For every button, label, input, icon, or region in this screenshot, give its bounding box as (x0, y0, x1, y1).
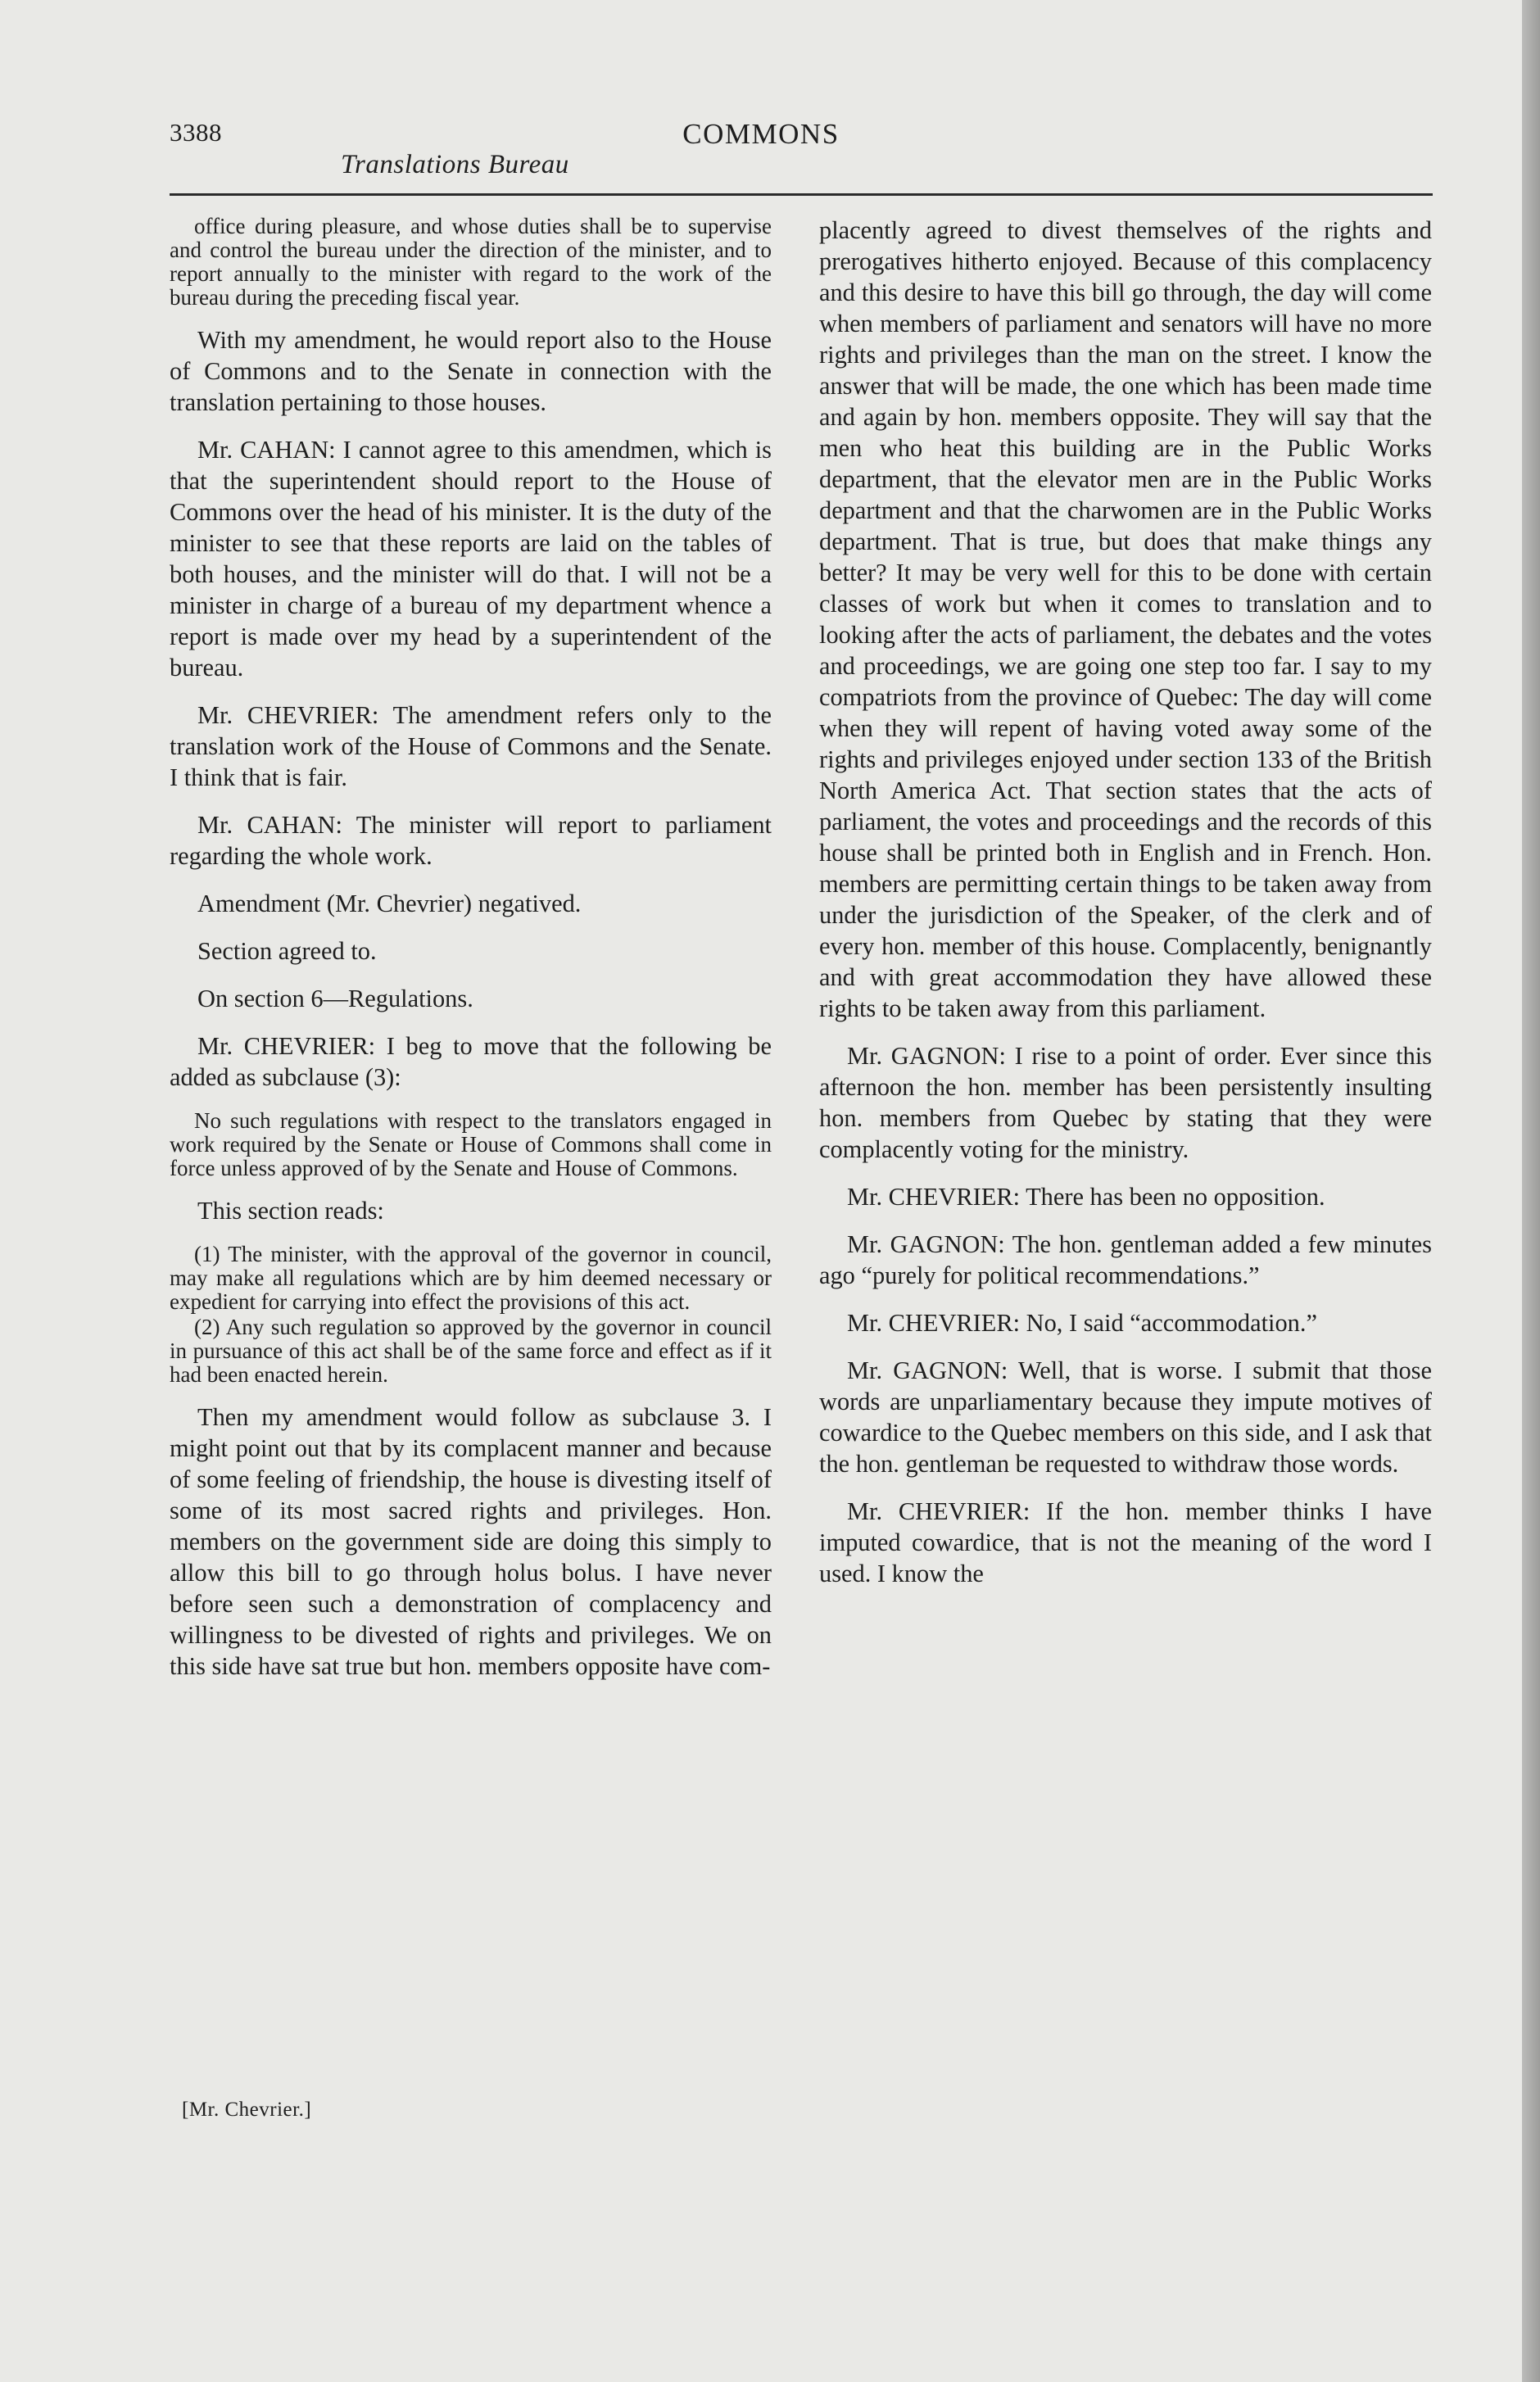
running-head-title: COMMONS (682, 118, 840, 150)
paragraph: Mr. GAGNON: Well, that is worse. I submit that those words are unparliamentary because they impute motives of cowardice to the Quebec members on this side, and I ask that the hon. gentleman be requested to withdraw those words. (819, 1356, 1432, 1478)
paragraph: Mr. CHEVRIER: If the hon. member thinks I have imputed cowardice, that is not the meaning of the word I used. I know the (819, 1497, 1432, 1587)
left-column (170, 215, 772, 1698)
paragraph: Section agreed to. (197, 937, 377, 965)
paragraph: On section 6—Regulations. (197, 985, 473, 1012)
paragraph: Mr. CAHAN: The minister will report to parliament regarding the whole work. (170, 811, 772, 870)
paragraph: Mr. GAGNON: I rise to a point of order. Ever since this afternoon the hon. member has been persistently insulting hon. members from Quebec by stating that they were complacently voting for the ministry. (819, 1042, 1432, 1163)
quoted-paragraph: office during pleasure, and whose duties shall be to supervise and control the bureau under the direction of the minister, and to report annually to the minister with regard to the work of the bureau during the preceding fiscal year. (170, 214, 772, 310)
paragraph: With my amendment, he would report also to the House of Commons and to the Senate in connection with the translation pertaining to those houses. (170, 326, 772, 416)
quoted-paragraph: No such regulations with respect to the translators engaged in work required by the Senate or House of Commons shall come in force unless approved of by the Senate and House of Commons. (170, 1108, 772, 1180)
paragraph: Mr. CHEVRIER: I beg to move that the following be added as subclause (3): (170, 1032, 772, 1091)
paragraph: This section reads: (197, 1197, 384, 1225)
paragraph: Mr. CAHAN: I cannot agree to this amendmen, which is that the superintendent should report to the House of Commons over the head of his minister. It is the duty of the minister to see that these reports are laid on the tables of both houses, and the minister will do that. I will not be a minister in charge of a bureau of my department whence a report is made over my head by a superintendent of the bureau. (170, 436, 772, 682)
quoted-paragraph: (2) Any such regulation so approved by the governor in council in pursuance of this act shall be of the same force and effect as if it had been enacted herein. (170, 1315, 772, 1387)
paragraph: Mr. GAGNON: The hon. gentleman added a few minutes ago “purely for political recommendations.” (819, 1230, 1432, 1289)
quoted-paragraph: (1) The minister, with the approval of the governor in council, may make all regulations which are by him deemed necessary or expedient for carrying into effect the provisions of this act. (170, 1242, 772, 1314)
page-number: 3388 (170, 118, 222, 147)
header-rule (170, 193, 1433, 196)
paragraph: Mr. CHEVRIER: There has been no opposition. (847, 1183, 1325, 1211)
right-column (819, 215, 1432, 1605)
speaker-reference: [Mr. Chevrier.] (182, 2099, 312, 2121)
paragraph: Mr. CHEVRIER: The amendment refers only to the translation work of the House of Commons and the Senate. I think that is fair. (170, 701, 772, 791)
paragraph: Amendment (Mr. Chevrier) negatived. (197, 890, 582, 917)
running-head-subtitle: Translations Bureau (341, 150, 569, 179)
paragraph: Mr. CHEVRIER: No, I said “accommodation.” (847, 1309, 1317, 1337)
paragraph: placently agreed to divest themselves of the rights and prerogatives hitherto enjoyed. Because of this complacency and this desire to have this bill go through, the day will come when members of parliament and senators will have no more rights and privileges than the man on the street. I know the answer that will be made, the one which has been made time and again by hon. members opposite. They will say that the men who heat this building are in the Public Works department, that the elevator men are in the Public Works department and that the charwomen are in the Public Works department. That is true, but does that make things any better? It may be very well for this to be done with certain classes of work but when it comes to translation and to looking after the acts of parliament, the debates and the votes and proceedings, we are going one step too far. I say to my compatriots from the province of Quebec: The day will come when they will repent of having voted away some of the rights and privileges enjoyed under section 133 of the British North America Act. That section states that the acts of parliament, the votes and proceedings and the records of this house shall be printed both in English and in French. Hon. members are permitting certain things to be taken away from under the jurisdiction of the Speaker, of the clerk and of every hon. member of this house. Complacently, benignantly and with great accommodation they have allowed these rights to be taken away from this parliament. (819, 216, 1432, 1022)
page-edge (1522, 0, 1540, 2382)
paragraph: Then my amendment would follow as subclause 3. I might point out that by its complacent manner and because of some feeling of friendship, the house is divesting itself of some of its most sacred rights and privileges. Hon. members on the government side are doing this simply to allow this bill to go through holus bolus. I have never before seen such a demonstration of complacency and willingness to be divested of rights and privileges. We on this side have sat true but hon. members opposite have com- (170, 1403, 772, 1680)
